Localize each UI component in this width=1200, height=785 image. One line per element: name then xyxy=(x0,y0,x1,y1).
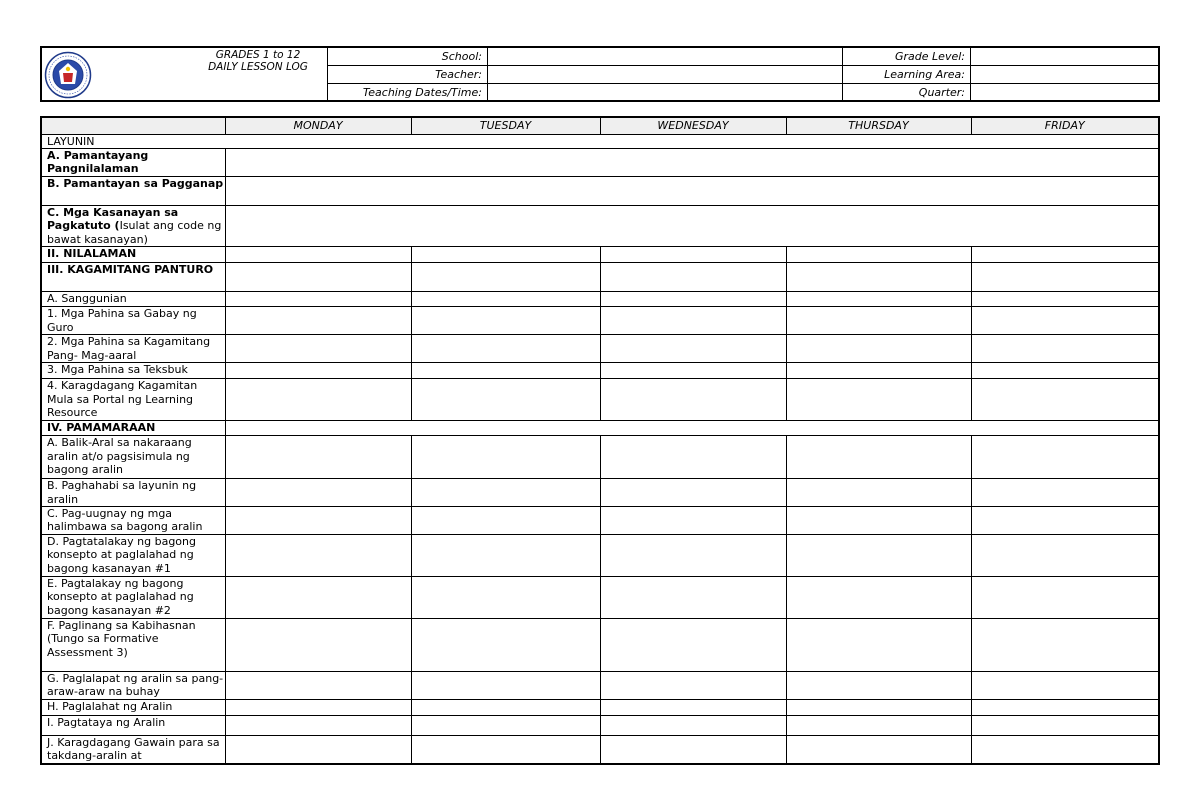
table-row xyxy=(41,292,1159,307)
school-field[interactable] xyxy=(488,48,842,65)
row-label-teksbuk: 3. Mga Pahina sa Teksbuk xyxy=(41,363,225,379)
row-merged-cell[interactable] xyxy=(225,148,1159,176)
cell-tuesday[interactable] xyxy=(411,479,600,507)
row-merged-cell[interactable] xyxy=(225,205,1159,246)
cell-monday[interactable] xyxy=(225,335,411,363)
cell-monday[interactable] xyxy=(225,379,411,421)
cell-thursday[interactable] xyxy=(786,247,971,263)
cell-monday[interactable] xyxy=(225,618,411,671)
grade-level-label: Grade Level: xyxy=(895,50,965,63)
row-label-pagtatalakay: D. Pagtatalakay ng bagong konsepto at paglalahad ng bagong kasanayan #1 xyxy=(41,534,225,576)
row-merged-cell[interactable] xyxy=(225,176,1159,205)
cell-monday[interactable] xyxy=(225,247,411,263)
table-row xyxy=(41,671,1159,699)
row-label-paglalahat: H. Paglalahat ng Aralin xyxy=(41,699,225,715)
row-label-kagamitang-panturo: III. KAGAMITANG PANTURO xyxy=(41,263,225,292)
cell-friday[interactable] xyxy=(971,247,1159,263)
cell-friday[interactable] xyxy=(971,618,1159,671)
cell-wednesday[interactable] xyxy=(600,576,786,618)
row-label-pamamaraan: IV. PAMAMARAAN xyxy=(41,421,225,436)
cell-wednesday[interactable] xyxy=(600,534,786,576)
row-label-paghahabi: B. Paghahabi sa layunin ng aralin xyxy=(41,479,225,507)
cell-wednesday[interactable] xyxy=(600,671,786,699)
cell-wednesday[interactable] xyxy=(600,436,786,479)
cell-thursday[interactable] xyxy=(786,671,971,699)
cell-wednesday[interactable] xyxy=(600,479,786,507)
row-label-pagtataya: I. Pagtataya ng Aralin xyxy=(41,715,225,735)
cell-monday[interactable] xyxy=(225,479,411,507)
cell-wednesday[interactable] xyxy=(600,247,786,263)
day-header-thursday: THURSDAY xyxy=(786,117,971,134)
cell-tuesday[interactable] xyxy=(411,335,600,363)
table-row xyxy=(41,148,1159,176)
row-label-pamantayan-sa-pagganap: B. Pamantayan sa Pagganap xyxy=(41,176,225,205)
cell-friday[interactable] xyxy=(971,263,1159,292)
row-label-gabay-ng-guro: 1. Mga Pahina sa Gabay ng Guro xyxy=(41,307,225,335)
cell-monday[interactable] xyxy=(225,715,411,735)
cell-thursday[interactable] xyxy=(786,506,971,534)
cell-thursday[interactable] xyxy=(786,292,971,307)
lesson-log-table xyxy=(40,116,1160,765)
logo-cell xyxy=(42,48,328,100)
cell-thursday[interactable] xyxy=(786,363,971,379)
cell-thursday[interactable] xyxy=(786,735,971,763)
section-label-layunin: LAYUNIN xyxy=(41,134,1159,148)
cell-tuesday[interactable] xyxy=(411,307,600,335)
learning-area-label: Learning Area: xyxy=(884,68,965,81)
cell-monday[interactable] xyxy=(225,699,411,715)
cell-tuesday[interactable] xyxy=(411,247,600,263)
cell-wednesday[interactable] xyxy=(600,618,786,671)
cell-thursday[interactable] xyxy=(786,263,971,292)
cell-thursday[interactable] xyxy=(786,335,971,363)
cell-friday[interactable] xyxy=(971,715,1159,735)
cell-friday[interactable] xyxy=(971,506,1159,534)
table-row xyxy=(41,715,1159,735)
cell-wednesday[interactable] xyxy=(600,379,786,421)
row-label-paglalapat: G. Paglalapat ng aralin sa pang-araw-araw na buhay xyxy=(41,671,225,699)
cell-friday[interactable] xyxy=(971,576,1159,618)
cell-monday[interactable] xyxy=(225,292,411,307)
day-header-row xyxy=(41,117,1159,134)
cell-friday[interactable] xyxy=(971,307,1159,335)
title-line-1: GRADES 1 to 12 xyxy=(215,49,301,61)
cell-tuesday[interactable] xyxy=(411,263,600,292)
table-row xyxy=(41,479,1159,507)
cell-tuesday[interactable] xyxy=(411,436,600,479)
row-label-pag-uugnay: C. Pag-uugnay ng mga halimbawa sa bagong aralin xyxy=(41,506,225,534)
cell-tuesday[interactable] xyxy=(411,534,600,576)
teacher-label: Teacher: xyxy=(435,68,482,81)
cell-tuesday[interactable] xyxy=(411,292,600,307)
row-label-balik-aral: A. Balik-Aral sa nakaraang aralin at/o pagsisimula ng bagong aralin xyxy=(41,436,225,479)
cell-monday[interactable] xyxy=(225,506,411,534)
table-row xyxy=(41,379,1159,421)
teacher-field[interactable] xyxy=(488,66,842,83)
cell-thursday[interactable] xyxy=(786,699,971,715)
table-row xyxy=(41,335,1159,363)
title-line-2: DAILY LESSON LOG xyxy=(208,61,308,73)
cell-friday[interactable] xyxy=(971,671,1159,699)
quarter-field[interactable] xyxy=(971,84,1160,100)
cell-tuesday[interactable] xyxy=(411,715,600,735)
table-row xyxy=(41,506,1159,534)
teaching-dates-label: Teaching Dates/Time: xyxy=(362,86,482,99)
cell-friday[interactable] xyxy=(971,363,1159,379)
cell-tuesday[interactable] xyxy=(411,363,600,379)
cell-thursday[interactable] xyxy=(786,715,971,735)
cell-monday[interactable] xyxy=(225,534,411,576)
cell-friday[interactable] xyxy=(971,335,1159,363)
cell-monday[interactable] xyxy=(225,436,411,479)
row-label-mga-kasanayan-note: Isulat ang code ng bawat kasanayan) xyxy=(47,219,222,246)
table-row xyxy=(41,436,1159,479)
cell-friday[interactable] xyxy=(971,479,1159,507)
row-label-sanggunian: A. Sanggunian xyxy=(41,292,225,307)
learning-area-field[interactable] xyxy=(971,66,1160,83)
table-row xyxy=(41,363,1159,379)
cell-wednesday[interactable] xyxy=(600,335,786,363)
title-block xyxy=(192,49,324,73)
table-row xyxy=(41,618,1159,671)
cell-monday[interactable] xyxy=(225,263,411,292)
cell-monday[interactable] xyxy=(225,735,411,763)
row-label-paglinang: F. Paglinang sa Kabihasnan (Tungo sa Formative Assessment 3) xyxy=(41,618,225,671)
cell-wednesday[interactable] xyxy=(600,699,786,715)
cell-wednesday[interactable] xyxy=(600,715,786,735)
row-label-pagtalakay: E. Pagtalakay ng bagong konsepto at paglalahad ng bagong kasanayan #2 xyxy=(41,576,225,618)
row-label-mga-kasanayan-bold: C. Mga Kasanayan sa Pagkatuto ( xyxy=(47,205,179,233)
cell-wednesday[interactable] xyxy=(600,307,786,335)
teaching-dates-field[interactable] xyxy=(488,84,842,100)
cell-wednesday[interactable] xyxy=(600,506,786,534)
section-row-layunin xyxy=(41,134,1159,148)
cell-friday[interactable] xyxy=(971,292,1159,307)
day-header-friday: FRIDAY xyxy=(971,117,1159,134)
cell-thursday[interactable] xyxy=(786,534,971,576)
cell-tuesday[interactable] xyxy=(411,735,600,763)
table-row xyxy=(41,307,1159,335)
cell-friday[interactable] xyxy=(971,534,1159,576)
cell-tuesday[interactable] xyxy=(411,506,600,534)
cell-wednesday[interactable] xyxy=(600,735,786,763)
row-label-karagdagang-gawain: J. Karagdagang Gawain para sa takdang-aralin at xyxy=(41,735,225,763)
cell-monday[interactable] xyxy=(225,307,411,335)
corner-cell xyxy=(41,117,225,134)
cell-wednesday[interactable] xyxy=(600,292,786,307)
row-label-kagamitang-mag-aaral: 2. Mga Pahina sa Kagamitang Pang- Mag-aaral xyxy=(41,335,225,363)
section-row-pamamaraan xyxy=(41,421,1159,436)
cell-thursday[interactable] xyxy=(786,618,971,671)
cell-monday[interactable] xyxy=(225,671,411,699)
cell-friday[interactable] xyxy=(971,699,1159,715)
day-header-monday: MONDAY xyxy=(225,117,411,134)
cell-tuesday[interactable] xyxy=(411,618,600,671)
cell-wednesday[interactable] xyxy=(600,363,786,379)
row-merged-cell[interactable] xyxy=(225,421,1159,436)
cell-monday[interactable] xyxy=(225,576,411,618)
cell-thursday[interactable] xyxy=(786,576,971,618)
cell-monday[interactable] xyxy=(225,363,411,379)
cell-friday[interactable] xyxy=(971,735,1159,763)
cell-thursday[interactable] xyxy=(786,307,971,335)
cell-thursday[interactable] xyxy=(786,479,971,507)
grade-level-field[interactable] xyxy=(971,48,1160,65)
row-label-nilalaman: II. NILALAMAN xyxy=(41,247,225,263)
day-header-wednesday: WEDNESDAY xyxy=(600,117,786,134)
lesson-log-header xyxy=(40,46,1160,102)
cell-tuesday[interactable] xyxy=(411,576,600,618)
day-header-tuesday: TUESDAY xyxy=(411,117,600,134)
row-label-mga-kasanayan xyxy=(41,205,225,246)
cell-tuesday[interactable] xyxy=(411,699,600,715)
table-row xyxy=(41,263,1159,292)
table-row xyxy=(41,576,1159,618)
cell-friday[interactable] xyxy=(971,436,1159,479)
table-row xyxy=(41,534,1159,576)
table-row xyxy=(41,247,1159,263)
table-row xyxy=(41,699,1159,715)
cell-wednesday[interactable] xyxy=(600,263,786,292)
cell-tuesday[interactable] xyxy=(411,379,600,421)
cell-tuesday[interactable] xyxy=(411,671,600,699)
row-label-pamantayang-pangnilalaman: A. Pamantayang Pangnilalaman xyxy=(41,148,225,176)
table-row xyxy=(41,176,1159,205)
row-label-karagdagang-kagamitan: 4. Karagdagang Kagamitan Mula sa Portal ng Learning Resource xyxy=(41,379,225,421)
school-label: School: xyxy=(441,50,482,63)
cell-friday[interactable] xyxy=(971,379,1159,421)
deped-seal-logo xyxy=(44,51,92,99)
table-row xyxy=(41,735,1159,763)
table-row xyxy=(41,205,1159,246)
cell-thursday[interactable] xyxy=(786,379,971,421)
quarter-label: Quarter: xyxy=(918,86,965,99)
cell-thursday[interactable] xyxy=(786,436,971,479)
